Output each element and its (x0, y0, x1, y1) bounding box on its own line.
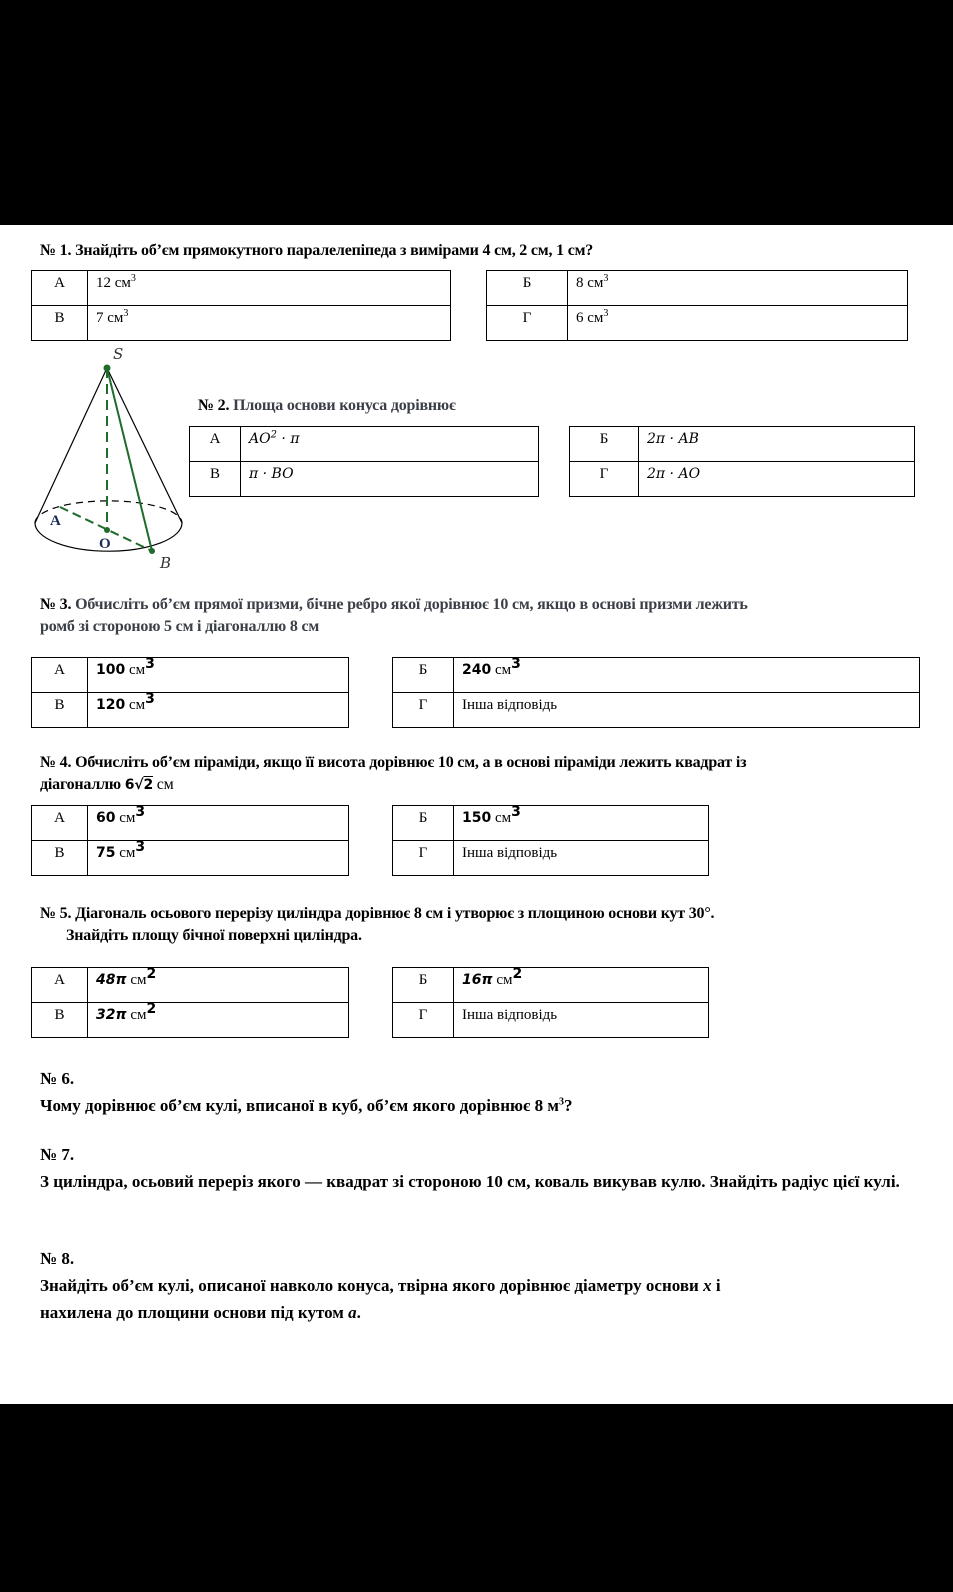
question-text-line1: Знайдіть об’єм кулі, описаної навколо конуса, твірна якого дорівнює діаметру основи x і (40, 1276, 721, 1295)
option-letter: Г (487, 306, 568, 341)
question-text: З циліндра, осьовий переріз якого — квадрат зі стороною 10 см, коваль викував кулю. Знайдіть радіус цієї кулі. (40, 1172, 900, 1191)
option-row[interactable] (487, 271, 908, 306)
cone-figure (25, 343, 205, 573)
question-text-line2: ромб зі стороною 5 см і діагоналлю 8 см (40, 618, 320, 635)
option-value: 2π · AB (639, 427, 915, 462)
option-value: 120 $см^3$ (88, 693, 349, 728)
option-letter: Б (393, 658, 454, 693)
question-text: Обчисліть об’єм піраміди, якщо її висота дорівнює 10 см, а в основі піраміди лежить квадрат із (75, 754, 747, 771)
option-value: 32π $см^2$ (88, 1003, 349, 1038)
option-row[interactable] (190, 462, 539, 497)
option-value: $AO^2 \cdot \pi$ (241, 427, 539, 462)
option-row[interactable] (32, 841, 349, 876)
label-s: S (113, 345, 124, 363)
question-3-options-right (392, 657, 920, 728)
option-row[interactable] (393, 841, 709, 876)
label-a: A (50, 513, 61, 529)
option-letter: Б (487, 271, 568, 306)
option-value: 150 $см^3$ (454, 806, 709, 841)
question-2-options-left (189, 426, 539, 497)
option-row[interactable] (393, 806, 709, 841)
question-number: № 3. (40, 596, 72, 613)
question-5-options-right (392, 967, 709, 1038)
option-row[interactable] (32, 306, 451, 341)
option-row[interactable] (570, 427, 915, 462)
cone-slant-sb (107, 368, 152, 551)
option-letter: Г (570, 462, 639, 497)
question-number: № 4. (40, 754, 72, 771)
option-letter: А (190, 427, 241, 462)
diagonal-coefficient: 6 (124, 777, 135, 793)
option-value: 7 $см^3$ (88, 306, 451, 341)
option-row[interactable] (393, 1003, 709, 1038)
question-6 (40, 1065, 910, 1119)
option-row[interactable] (32, 658, 349, 693)
option-letter: В (32, 841, 88, 876)
question-number: № 1. (40, 242, 72, 259)
option-letter: В (32, 306, 88, 341)
option-value: 8 $см^3$ (568, 271, 908, 306)
option-letter: В (32, 1003, 88, 1038)
option-letter: А (32, 658, 88, 693)
point-b (149, 548, 155, 554)
sqrt-sign: √ (134, 777, 144, 793)
option-value: 75 $см^3$ (88, 841, 349, 876)
point-s (104, 365, 111, 372)
option-value: Інша відповідь (454, 693, 920, 728)
option-value: Інша відповідь (454, 841, 709, 876)
question-number: № 5. (40, 905, 72, 922)
option-letter: Г (393, 841, 454, 876)
option-letter: Г (393, 1003, 454, 1038)
option-letter: А (32, 271, 88, 306)
option-value: 12 $см^3$ (88, 271, 451, 306)
question-text: Обчисліть об’єм прямої призми, бічне ребро якої дорівнює 10 см, якщо в основі призми лежить (75, 596, 748, 613)
question-number: № 8. (40, 1249, 75, 1268)
option-letter: Б (393, 968, 454, 1003)
option-row[interactable] (32, 806, 349, 841)
question-text: Чому дорівнює об’єм кулі, вписаної в куб, об’єм якого дорівнює 8 $м^3$? (40, 1096, 573, 1115)
question-text-line2: Знайдіть площу бічної поверхні циліндра. (66, 927, 362, 944)
question-text: Знайдіть об’єм прямокутного паралелепіпеда з вимірами 4 см, 2 см, 1 см? (75, 242, 594, 259)
option-value: π · BO (241, 462, 539, 497)
question-2-title (198, 395, 456, 417)
question-4-options-right (392, 805, 709, 876)
question-5-options-left (31, 967, 349, 1038)
option-row[interactable] (487, 306, 908, 341)
question-5-title (40, 903, 920, 947)
question-number: № 2. (198, 397, 230, 414)
question-text: Площа основи конуса дорівнює (233, 397, 456, 414)
option-letter: Г (393, 693, 454, 728)
option-letter: В (190, 462, 241, 497)
point-o (104, 527, 110, 533)
question-8 (40, 1245, 906, 1326)
label-b: B (160, 554, 172, 572)
option-value: 2π · AO (639, 462, 915, 497)
question-number: № 6. (40, 1069, 75, 1088)
option-value: 16π $см^2$ (454, 968, 709, 1003)
question-7 (40, 1141, 906, 1195)
question-4-title: № 4. Обчисліть об’єм піраміди, якщо її висота дорівнює 10 см, а в основі піраміди лежить квадрат із діагоналлю 6√2 см (40, 754, 747, 793)
worksheet-page (0, 225, 953, 1404)
option-letter: В (32, 693, 88, 728)
option-value: 60 $см^3$ (88, 806, 349, 841)
question-1-title (40, 240, 593, 262)
question-3-options-left (31, 657, 349, 728)
question-text: Діагональ осьового перерізу циліндра дорівнює 8 см і утворює з площиною основи кут 30°. (75, 905, 715, 922)
question-3-title (40, 594, 920, 638)
option-letter: Б (570, 427, 639, 462)
option-value: 240 $см^3$ (454, 658, 920, 693)
question-1-options-left (31, 270, 451, 341)
diagonal-root: 2 (143, 777, 153, 793)
option-letter: Б (393, 806, 454, 841)
option-row[interactable] (393, 968, 709, 1003)
label-o: O (99, 536, 111, 552)
question-text-line2: нахилена до площини основи під кутом a. (40, 1303, 361, 1322)
question-2-options-right (569, 426, 915, 497)
option-letter: А (32, 806, 88, 841)
cone-left-edge (35, 368, 107, 523)
option-row[interactable] (32, 271, 451, 306)
option-row[interactable] (32, 693, 349, 728)
option-value: 48π $см^2$ (88, 968, 349, 1003)
option-value: 100 $см^3$ (88, 658, 349, 693)
question-number: № 7. (40, 1145, 75, 1164)
option-row[interactable] (32, 1003, 349, 1038)
option-value: 6 $см^3$ (568, 306, 908, 341)
option-row[interactable] (393, 658, 920, 693)
option-value: Інша відповідь (454, 1003, 709, 1038)
option-row[interactable] (393, 693, 920, 728)
cone-right-edge (107, 368, 182, 523)
option-row[interactable] (32, 968, 349, 1003)
option-row[interactable] (570, 462, 915, 497)
option-letter: А (32, 968, 88, 1003)
question-1-options-right (486, 270, 908, 341)
option-row[interactable] (190, 427, 539, 462)
question-4-options-left (31, 805, 349, 876)
